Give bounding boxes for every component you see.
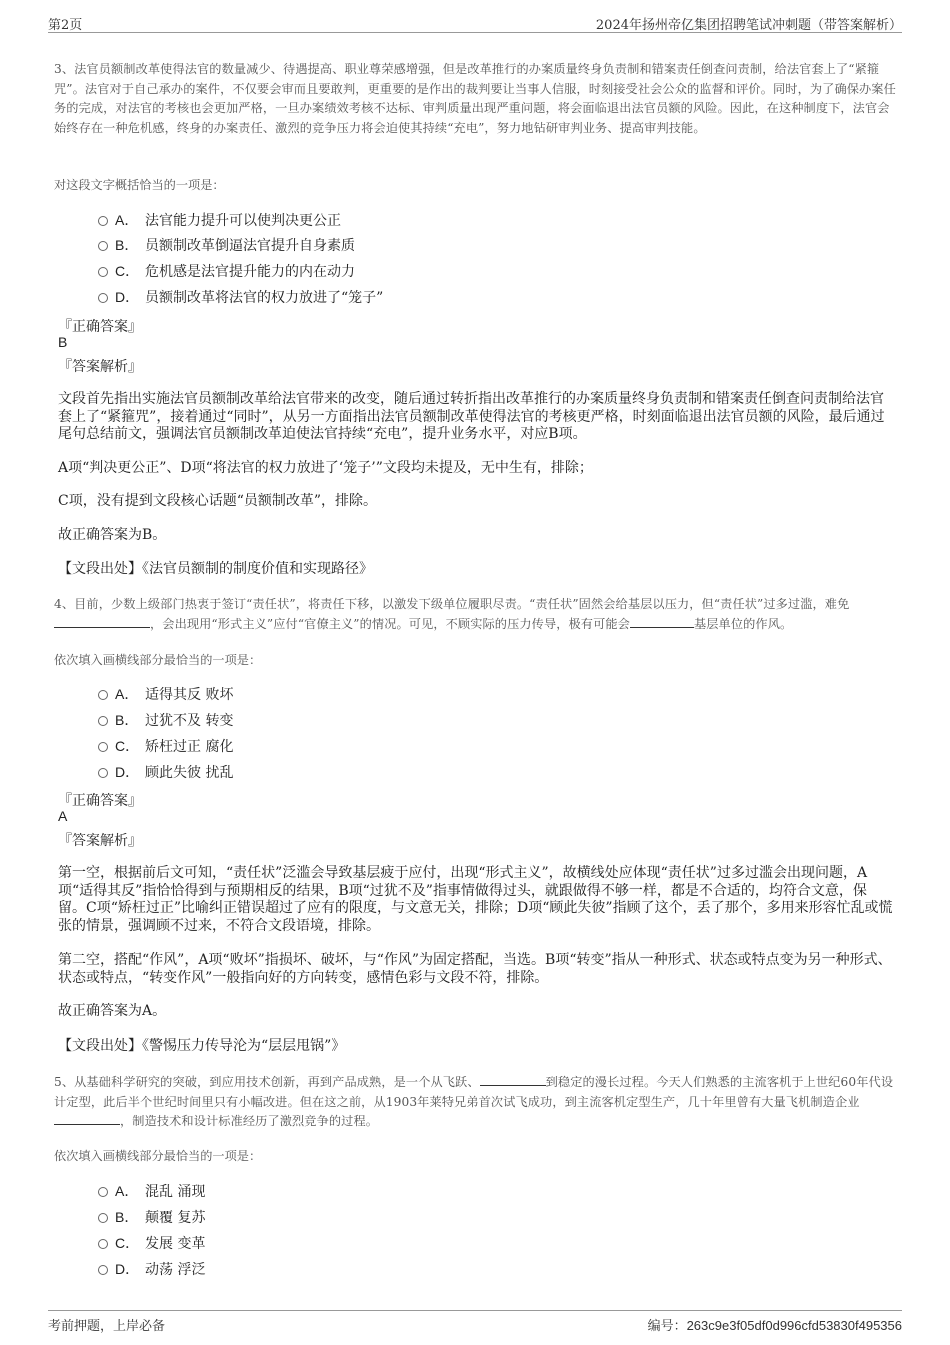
blank-line <box>54 1112 120 1125</box>
q4-option-d[interactable]: D． 顾此失彼 扰乱 <box>98 762 233 782</box>
q5-prompt: 依次填入画横线部分最恰当的一项是： <box>54 1149 262 1163</box>
blank-line <box>480 1073 546 1086</box>
document-title: 2024年扬州帝亿集团招聘笔试冲刺题（带答案解析） <box>595 18 902 33</box>
q4-analysis-para-2: 第二空，搭配“作风”，A项“败坏”指损坏、破坏，与“作风”为固定搭配，当选。B项“转变”指从一种形式、状态或特点变为另一种形式、状态或特点，“转变作风”一般指向好的方向转变，感情色彩与文段不符，排除。 <box>58 952 892 986</box>
q3-stem: 3、法官员额制改革使得法官的数量减少、待遇提高、职业尊荣感增强，但是改革推行的办案质量终身负责制和错案责任倒查问责制，给法官套上了“紧箍咒”。法官对于自己承办的案件，不仅要会审而且要敢判，更重要的是作出的裁判要让当事人信服，时刻接受社会公众的监督和评价。同时，为了确保办案任务的完成，对法官的考核也会更加严格，一旦办案绩效考核不达标、审判质量出现严重问题，将会面临退出法官员额的风险。因此，在这种制度下，法官会始终存在一种危机感，终身的办案责任、激烈的竞争压力将会迫使其持续“充电”，努力地钻研审判业务、提高审判技能。 <box>54 62 896 135</box>
q3-answer-tag: 『正确答案』 <box>58 319 142 335</box>
radio-icon[interactable] <box>98 216 108 226</box>
radio-icon[interactable] <box>98 716 108 726</box>
q4-analysis-tag: 『答案解析』 <box>58 833 142 849</box>
blank-line <box>54 615 150 628</box>
document-code: 编号：263c9e3f05df0d996cfd53830f495356 <box>647 1318 902 1333</box>
q4-prompt: 依次填入画横线部分最恰当的一项是： <box>54 653 262 667</box>
q3-option-c[interactable]: C． 危机感是法官提升能力的内在动力 <box>98 261 355 281</box>
radio-icon[interactable] <box>98 690 108 700</box>
q3-option-b[interactable]: B． 员额制改革倒逼法官提升自身素质 <box>98 235 355 255</box>
q5-option-c[interactable]: C． 发展 变革 <box>98 1233 205 1253</box>
radio-icon[interactable] <box>98 1265 108 1275</box>
q3-analysis-para-2: A项“判决更公正”、D项“将法官的权力放进了‘笼子’”文段均未提及，无中生有，排除； <box>58 460 593 476</box>
radio-icon[interactable] <box>98 1239 108 1249</box>
q4-stem: 4、目前，少数上级部门热衷于签订“责任状”，将责任下移，以激发下级单位履职尽责。“责任状”固然会给基层以压力，但“责任状”过多过滥，难免，会出现用“形式主义”应付“官僚主义”的情况。可见，不顾实际的压力传导，极有可能会 基层单位的作风。 <box>54 597 850 631</box>
q3-prompt: 对这段文字概括恰当的一项是： <box>54 178 225 192</box>
q5-option-b[interactable]: B． 颠覆 复苏 <box>98 1207 205 1227</box>
radio-icon[interactable] <box>98 768 108 778</box>
radio-icon[interactable] <box>98 293 108 303</box>
radio-icon[interactable] <box>98 742 108 752</box>
page-footer <box>48 1310 902 1334</box>
q4-analysis-para-1: 第一空，根据前后文可知，“责任状”泛滥会导致基层疲于应付，出现“形式主义”，故横线处应体现“责任状”过多过滥会出现问题，A项“适得其反”指恰恰得到与预期相反的结果，B项“过犹不及”指事情做得过头，就跟做得不够一样，都是不合适的，均符合文意，保留。C项“矫枉过正”比喻纠正错误超过了应有的限度，与文意无关，排除；D项“顾此失彼”指顾了这个，丢了那个，多用来形容忙乱或慌张的情景，强调顾不过来，不符合文段语境，排除。 <box>58 865 893 934</box>
radio-icon[interactable] <box>98 1213 108 1223</box>
q3-analysis-para-1: 文段首先指出实施法官员额制改革给法官带来的改变，随后通过转折指出改革推行的办案质量终身负责制和错案责任倒查问责制给法官套上了“紧箍咒”，接着通过“同时”，从另一方面指出法官员额制改革使得法官的考核更严格，时刻面临退出法官员额的风险，最后通过尾句总结前文，强调法官员额制改革迫使法官持续“充电”，提升业务水平，对应B项。 <box>58 391 885 442</box>
q5-stem: 5、从基础科学研究的突破，到应用技术创新，再到产品成熟，是一个从飞跃、 到稳定的漫长过程。今天人们熟悉的主流客机于上世纪60年代设计定型，此后半个世纪时间里只有小幅改进。但在这之前，从1903年莱特兄弟首次试飞成功，到主流客机定型生产，几十年里曾有大量飞机制造企业，制造技术和设计标准经历了激烈竞争的过程。 <box>54 1075 894 1129</box>
q4-answer: A <box>58 808 68 824</box>
radio-icon[interactable] <box>98 241 108 251</box>
blank-line <box>630 615 694 628</box>
q3-answer: B <box>58 334 68 350</box>
q3-analysis-para-4: 故正确答案为B。 <box>58 527 167 543</box>
q4-analysis-para-3: 故正确答案为A。 <box>58 1003 167 1019</box>
page-number: 第2页 <box>48 18 83 33</box>
page-header <box>48 14 902 33</box>
q4-option-c[interactable]: C． 矫枉过正 腐化 <box>98 736 233 756</box>
q3-option-a[interactable]: A． 法官能力提升可以使判决更公正 <box>98 210 341 230</box>
footer-slogan: 考前押题，上岸必备 <box>48 1319 166 1334</box>
q3-option-d[interactable]: D． 员额制改革将法官的权力放进了“笼子” <box>98 287 383 307</box>
q4-answer-tag: 『正确答案』 <box>58 793 142 809</box>
radio-icon[interactable] <box>98 267 108 277</box>
q3-source: 【文段出处】《法官员额制的制度价值和实现路径》 <box>58 561 373 577</box>
q3-analysis-para-3: C项，没有提到文段核心话题“员额制改革”，排除。 <box>58 493 378 509</box>
q5-option-d[interactable]: D． 动荡 浮泛 <box>98 1259 205 1279</box>
q5-option-a[interactable]: A． 混乱 涌现 <box>98 1181 205 1201</box>
q4-option-a[interactable]: A． 适得其反 败坏 <box>98 684 233 704</box>
q3-analysis-tag: 『答案解析』 <box>58 359 142 375</box>
q4-option-b[interactable]: B． 过犹不及 转变 <box>98 710 233 730</box>
radio-icon[interactable] <box>98 1187 108 1197</box>
q4-source: 【文段出处】《警惕压力传导沦为“层层甩锅”》 <box>58 1038 346 1054</box>
